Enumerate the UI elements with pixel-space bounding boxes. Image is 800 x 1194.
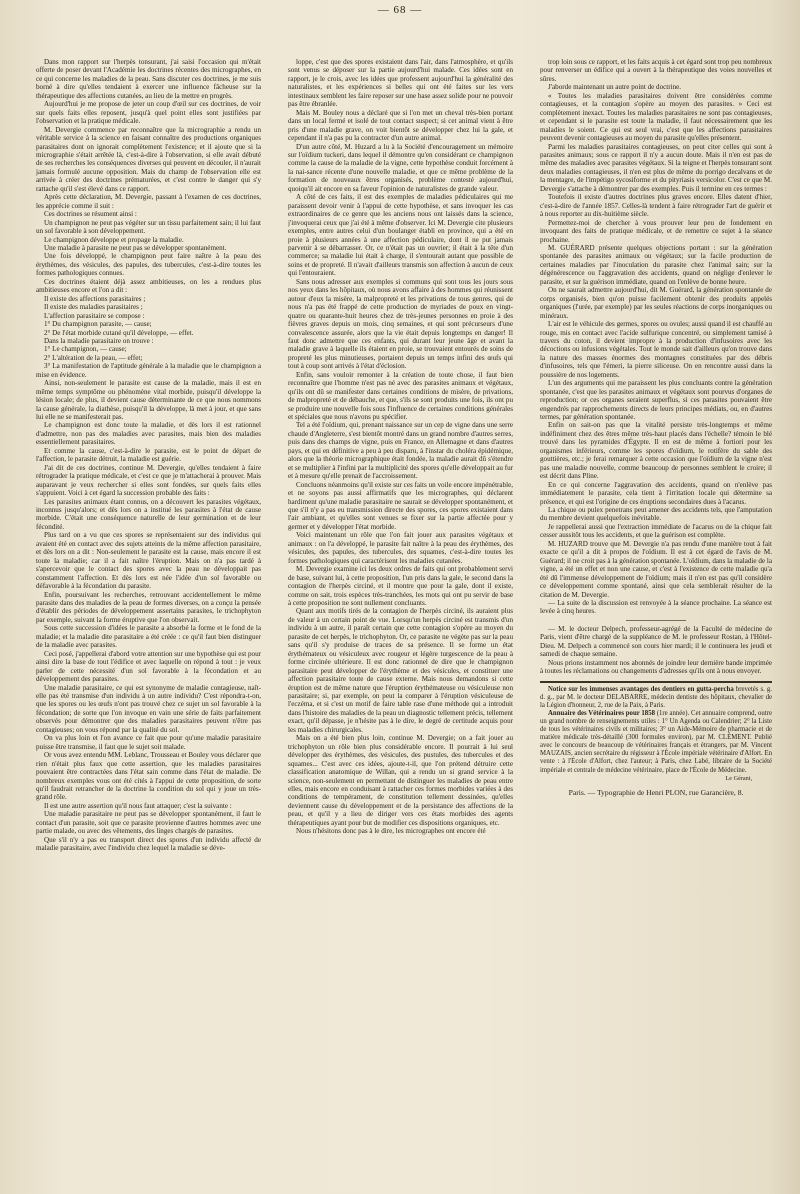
paragraph: Voici maintenant un rôle que l'on fait jouer aux parasites végétaux et animaux : on l'a développé, le parasite fait naître à la peau des érythèmes, des vésicules, des papules, des tubercules, des squames, c'est-à-dire toutes les formes pathologiques qui caractérisent les maladies cutanées. [288,531,513,565]
section-divider [626,620,686,621]
paragraph: Que s'il n'y a pas eu transport direct des spores d'un individu affecté de maladie parasitaire, avec l'individu chez lequel la maladie se déve- [36,835,261,853]
paragraph: M. HUZARD trouve que M. Devergie n'a pas rendu d'une manière tout à fait exacte ce qu'il a dit à propos de l'oïdium. Il est à cet égard de l'avis de M. Guérard; il ne croit pas à la génération spontanée. L'oïdium, dans la maladie de la vigne, a été un effet et non une cause, et c'est à l'existence de cette maladie qu'a été dû l'immense développement de l'oïdium; mais il n'en est pas qu'il considère ce développement comme spontané, ainsi que cela semblerait résulter de la citation de M. Devergie. [540,539,772,599]
paragraph: « Toutes les maladies parasitaires doivent être considérées comme contagieuses, et la contagion s'opère au moyen des parasites. » Ceci est complètement inexact. Toutes les maladies parasitaires ne sont pas contagieuses, et cependant si le parasite est toute la maladie, il faut nécessairement que les maladies le soient. Ce qui est seul vrai, c'est que les affections parasitaires peuvent devenir contagieuses au moyen du parasite qu'elles présentent. [540,91,772,143]
discussion-text [540,58,772,616]
paragraph: Quant aux motifs tirés de la contagion de l'herpès circiné, ils auraient plus de valeur à un certain point de vue. Lorsqu'un herpès circiné est transmis d'un individu à un autre, il paraît certain que cette contagion s'opère au moyen du parasite de cet herpès, le trichophyton. Or, ce parasite ne végète pas sur la peau sans qu'il s'y produise de traces de sa présence. Il se forme un état érythémateux ou vésiculeux avec rougeur et légère turgescence de la peau à forme circinée ultérieure. Il est donc rationnel de dire que le champignon parasitaire peut développer de l'érythème et des vésicules, et constituer une affection parasitaire toute de cause externe. Mais nous demandons si cette éruption est de même nature que l'éruption érythémateuse ou vésiculeuse non parasitaire; si, par exemple, on peut la comparer à l'éruption vésiculeuse de l'eczéma, et si c'est un motif de faire table rase d'une méthode qui a introduit dans l'histoire des maladies de la peau un diagnostic tellement précis, tellement exact, qu'il dépasse, je n'hésite pas à le dire, le degré de certitude acquis pour les maladies chirurgicales. [288,607,513,734]
paragraph: La chique ou pulex penetrans peut amener des accidents tels, que l'amputation du membre devient quelquefois inévitable. [540,506,772,523]
page-number: — 68 — [377,4,423,16]
paragraph: D'un autre côté, M. Huzard a lu à la Société d'encouragement un mémoire sur l'oïdium tuckeri, dans lequel il démontre qu'en considérant ce champignon comme la cause de la maladie de la vigne, cette hypothèse conduit forcément à la nai-sance récente d'une nouvelle maladie, et que ce même problème de la formation de nouveaux êtres organisés, problème contesté aujourd'hui, quoiqu'il ait encore en sa faveur l'opinion de naturalistes de grande valeur. [288,142,513,193]
paragraph: Toutefois il existe d'autres doctrines plus graves encore. Elles datent d'hier, c'est-à-dire de l'année 1857. Celles-là tendent à faire rétrograder l'art de guérir et à nous reporter au dix-huitième siècle. [540,193,772,219]
paragraph: Les parasites animaux étant connus, on a découvert les parasites végétaux, inconnus jusqu'alors; et dès lors on a institué les parasites à l'état de cause morbide. C'était une conséquence naturelle de leur germination et de leur fécondité. [36,497,261,531]
paragraph: 1° Le champignon, — cause; [44,345,127,354]
paragraph: 2° L'altération de la peau, — effet; [44,353,143,362]
column-middle [288,58,513,1184]
paragraph: loppe, c'est que des spores existaient dans l'air, dans l'atmosphère, et qu'ils sont venus se déposer sur la partie aujourd'hui malade. Ces idées sont en rapport, je le crois, avec les idées que professent aujourd'hui la généralité des naturalistes, et les expériences si belles qui ont été faites sur les vers intestinaux semblent les faire reposer sur une base assez solide pour ne pouvoir pas être ébranlée. [288,58,513,109]
paragraph: On ne saurait admettre aujourd'hui, dit M. Guérard, la génération spontanée de corps organisés, bien qu'on puisse facilement obtenir des produits appelés organiques (l'urée, par exemple) par les seules réactions de corps inorganiques ou minéraux. [540,286,772,320]
paragraph: Permettez-moi de chercher à vous prouver leur peu de fondement en invoquant des faits de pratique médicale, et de remettre ce sujet à la séance prochaine. [540,218,772,244]
paragraph: On va plus loin et l'on avance ce fait que pour qu'une maladie parasitaire puisse être transmise, il faut que le sujet soit malade. [36,734,261,751]
paragraph: Une fois développé, le champignon peut faire naître à la peau des érythèmes, des vésicules, des papules, des tubercules, c'est-à-dire toutes les formes pathologiques connues. [36,252,261,278]
paragraph: Nous prions instamment nos abonnés de joindre leur dernière bande imprimée à toutes les réclamations ou changements d'adresses qu'ils ont à nous envoyer. [540,658,772,676]
paragraph: Mais M. Bouley nous a déclaré que si l'on met un cheval très-bien portant dans un local fermé et isolé de tout contact suspect; si cet animal vient à être pris d'une maladie grave, on voit bientôt se développer chez lui la gale, et cependant il n'a pas pu la contracter d'un autre animal. [288,108,513,143]
paragraph: Aujourd'hui je me propose de jeter un coup d'œil sur ces doctrines, de voir sur quels faits elles reposent, jusqu'à quel point elles sont justifiées par l'observation et la pratique médicale. [36,100,261,126]
paragraph: A côté de ces faits, il est des exemples de maladies pédiculaires qui me paraissent devoir venir à l'appui de cette hypothèse, et sans invoquer les cas extraordinaires de ce genre que les anciens nous ont laissés dans la science, j'invoquerai ceux que j'ai été à même d'observer. Ici M. Devergie cite plusieurs exemples, entre autres celui d'un boulanger établi en province, qui a été en proie à plusieurs années à une affection pédiculaire, dont il ne put jamais parvenir à se débarrasser. Or, ce n'était pas un ouvrier; il était à la tête d'un commerce; sa maladie lui était à charge, il s'entourait autant que possible de soins et de propreté. Il n'avait d'ailleurs transmis son affection à aucun de ceux qui l'entouraient. [288,193,513,278]
paragraph: 3° La manifestation de l'aptitude générale à la maladie que le champignon a mise en évidence. [36,362,261,379]
gerant-signature: Le Gérant, [725,774,752,782]
paragraph: Tel a été l'oïdium, qui, prenant naissance sur un cep de vigne dans une serre chaude d'Angleterre, s'est bientôt montré dans un grand nombre d'autres serres, puis dans des champs de vigne, puis en France, en Allemagne et dans d'autres pays, et qui en définitive a peu à peu disparu, à l'instar du choléra épidémique, alors que la théorie micrographique était fondée, la maladie aurait dû s'étendre et se multiplier à l'infini par la multiplicité des spores qu'elle développait au fur et à mesure qu'elle prenait de l'accroissement. [288,421,513,481]
paragraph: Dans mon rapport sur l'herpès tonsurant, j'ai saisi l'occasion qui m'était offerte de poser devant l'Académie les doctrines récentes des micrographes, en ce qui concerne les maladies de la peau. Sans discuter ces doctrines, je me suis borné à dire qu'elles tendaient à exercer une influence fâcheuse sur la thérapeutique des affections cutanées, au lieu de la mettre en progrès. [36,58,261,100]
paragraph: M. Devergie commence par reconnaître que la micrographie a rendu un véritable service à la science en faisant connaître des productions organiques parasitaires dont on ignorait complètement l'existence; et il ajoute que si la micrographie s'était arrêtée là, c'est-à-dire à l'observation, si elle avait débuté de ses recherches les conséquences diverses qui peuvent en découler, il n'aurait jamais formulé aucune opposition. Mais du champ de l'observation elle est arrivée à créer des doctrines prématurées, et c'est contre le danger qui s'y rattache qu'il s'est élevé dans ce rapport. [36,125,261,193]
paragraph: Sous cette succession d'idées le parasite a absorbé la forme et le fond de la maladie; et la maladie dite parasitaire a été créée : ce qu'il faut bien distinguer de la maladie avec parasites. [36,624,261,650]
paragraph: Ces doctrines se résument ainsi : [44,210,137,219]
paragraph: J'ai dit de ces doctrines, continue M. Devergie, qu'elles tendaient à faire rétrograder la pratique médicale, et c'est ce que je m'attacherai à prouver. Mais auparavant je veux rechercher si elles sont fondées, sur quels faits elles s'appuient. Voici à cet égard la succession probable des faits : [36,463,261,498]
paragraph: L'un des arguments qui me paraissent les plus concluants contre la génération spontanée, c'est que les parasites animaux et végétaux sont pourvus d'organes de reproduction; or ces organes seraient superflus, si ces parasites pouvaient être engendrés par rapprochements directs de leurs principes médiats, ou, en d'autres termes, par génération spontanée. [540,379,772,422]
paragraph: Un champignon ne peut pas végéter sur un tissu parfaitement sain; il lui faut un sol favorable à son développement. [36,218,261,236]
notice-title: Annuaire des Vétérinaires pour 1858 [548,709,655,717]
paragraph: trop loin sous ce rapport, et les faits acquis à cet égard sont trop peu nombreux pour renverser un édifice qui a ouvert à la thérapeutique des voies nouvelles et sûres. [540,58,772,83]
paragraph: Enfin, poursuivant les recherches, retrouvant accidentellement le même parasite dans des maladies de la peau de formes diverses, on a conçu la pensée d'établir des périodes de développement assertains parasites, le trichophyton par exemple, suivant la forme éruptive que l'on observait. [36,590,261,624]
paragraph: 1° Du champignon parasite, — cause; [44,320,152,329]
notices-divider [540,681,772,683]
paragraph: — M. le docteur Delpech, professeur-agrégé de la Faculté de médecine de Paris, vient d'être chargé de la suppléance de M. le professeur Rostan, à l'Hôtel-Dieu. M. Delpech a commencé son cours hier mardi; il le continuera les jeudi et samedi de chaque semaine. [540,624,772,659]
column-left [36,58,261,1184]
advertisement-notices [540,686,772,775]
paragraph: Ceci posé, j'appellerai d'abord votre attention sur une hypothèse qui est pour ainsi dire la base de tout l'édifice et avec laquelle on répond à tout : je veux parler de cette nécessité d'un sol favorable à la fécondation et au développement des parasites. [36,649,261,684]
paragraph: Une maladie à parasite ne peut pas se développer spontanément. [44,243,227,252]
paragraph: Il existe des maladies parasitaires ; [44,303,143,312]
paragraph: Plus tard on a vu que ces spores se représentaient sur des individus qui avaient été en contact avec des sujets atteints de la même affection parasitaire, et dès lors on a dit : Non-seulement le parasite est la cause, mais encore il est toute la maladie; car il a fait naître l'éruption. Mais on n'a pas tardé à s'apercevoir que le contact des spores avec la peau ne développait pas constamment l'affection. Et dès lors est née l'idée d'un sol favorable ou défavorable à la fécondation du parasite. [36,531,261,591]
paragraph: M. GUÉRARD présente quelques objections portant : sur la génération spontanée des parasites animaux ou végétaux; sur la facile production de certaines maladies par l'inoculation du parasite chez l'animal sain; sur la dégénérescence ou l'aggravation des accidents, quand on néglige d'enlever le parasite, et sur la guérison immédiate, quand on l'enlève de bonne heure. [540,243,772,286]
paragraph: Sans nous adresser aux exemples si communs qui sont tous les jours sous nos yeux dans les hôpitaux, où nous avons affaire à des hommes qui réunissent autour d'eux la misère, la malpropreté et les privations de tous genres, qui de nous n'a pas été frappé de cette production de myriades de poux en vingt-quatre ou quarante-huit heures chez de très-jeunes personnes en proie à des fièvres graves depuis un mois, cinq semaines, et qui sont précurseurs d'une convalescence assurée, alors que la vie était depuis longtemps en danger! Il faut donc admettre que ces enfants, qui durant leur jeune âge et avant la maladie grave à laquelle ils étaient en proie, se trouvaient entourés de soins de propreté les plus minutieuses, portaient depuis un temps infini des œufs qui tout à coup sont arrivés à l'état d'éclosion. [288,277,513,371]
notice-body: (1re année). Cet annuaire comprend, outre un grand nombre de renseignements utiles : 1° Un Agenda ou Calendrier; 2° la Liste de tous les vétérinaires civils et militaires; 3° un Aide-Mémoire de pharmacie et de matière médicale très-détaillé (300 formules environ), par M. CLÉMENT. Publié avec le concours de beaucoup de vétérinaires français et étrangers, par M. Vincent MAUZAIS, ancien secrétaire du régisseur à l'École impériale vétérinaire d'Alfort. En vente : à l'École d'Alfort, chez l'auteur; à Paris, chez Labé, libraire de la Société impériale et centrale de médecine vétérinaire, place de l'École de Médecine. [540,709,772,774]
paragraph: Une maladie parasitaire, ce qui est synonyme de maladie contagieuse, naît-elle pas été transmise d'un individu à un autre individu? C'est répondra-t-on, que les spores ou les œufs n'ont pas trouvé chez ce sujet un sol favorable à la fécondation; de sorte que l'on invoque en vain une série de faits parfaitement observés pour démontrer que des maladies parasitaires peuvent n'être pas contagieuses; on vous répond par la qualité du sol. [36,683,261,734]
paragraph: Ainsi, non-seulement le parasite est cause de la maladie, mais il est en même temps symptôme ou phénomène vital morbide, puisqu'il développe la lésion locale; de plus, il devient cause déterminante de ce que nous nommons la cause générale, la diathèse, puisqu'il la développe, là met à jour, et que sans lui elle ne se manifesterait pas. [36,379,261,422]
notice-body: brevetés s. g. d. g., par M. le docteur DELABARRE, médecin dentiste des hôpitaux, chevalier de la Légion d'honneur, 2, rue de la Paix, à Paris. [540,685,772,709]
paragraph: Parmi les maladies parasitaires contagieuses, on peut citer celles qui sont à parasites animaux; sous ce rapport il n'y a aucun doute. Mais il n'en est pas de même des maladies avec parasites végétaux. Si la teigne et l'herpès tonsurant sont deux maladies contagieuses, il n'en est plus de même du porrigo decalvans et de la mentagre, de l'impétigo sycosiforme et du pityriasis versicolor. C'est ce que M. Devergie s'attache à démontrer par des exemples. Puis il termine en ces termes : [540,142,772,193]
paragraph: Ces doctrines étaient déjà assez ambitieuses, on les a rendues plus ambitieuses encore et l'on a dit : [36,277,261,295]
paragraph: J'aborde maintenant un autre point de doctrine. [548,83,682,92]
notice-item [540,710,772,775]
paragraph: L'air est le véhicule des germes, spores ou ovules; aussi quand il est chauffé au rouge, mis en contact avec l'acide sulfurique concentré, ou simplement tamisé à travers du coton, il devient impropre à la production d'infusoires avec les décoctions ou infusions végétales. Tout le monde sait d'ailleurs qu'on trouve dans la nature des masses énormes des montagnes constituées par des débris d'infusoires, tels que l'émeri, la pierre siliceuse. On en rencontre aussi dans la poussière de nos logements. [540,320,772,379]
paragraph: Il est une autre assertion qu'il nous faut attaquer; c'est la suivante : [44,801,232,810]
paragraph: Après cette déclaration, M. Devergie, passant à l'examen de ces doctrines, les apprécie comme il suit : [36,193,261,210]
news-items [540,625,772,676]
paragraph: Et comme la cause, c'est-à-dire le parasite, est le point de départ de l'affection, le parasite détruit, la maladie est guérie. [36,446,261,464]
paragraph: Le champignon développe et propage la maladie. [44,235,184,244]
paragraph: Je rappellerai aussi que l'extraction immédiate de l'acarus ou de la chique fait cesser aussitôt tous les accidents, et que la guérison est complète. [540,522,772,540]
paragraph: — La suite de la discussion est renvoyée à la séance prochaine. La séance est levée à cinq heures. [540,599,772,616]
paragraph: Enfin on sait-on pas que la vitalité persiste très-longtemps et même indéfiniment chez des êtres même très-haut placés dans l'échelle? témoin le blé trouvé dans les pyramides d'Égypte. Il en est de même à fortiori pour les organismes inférieurs, comme les spores d'oïdium, le rotifère du sable des gouttières, etc.; je ferai remarquer à cette occasion que l'oïdium de la vigne n'est pas une maladie nouvelle, comme beaucoup de personnes semblent le croire; il est décrit dans Pline. [540,421,772,481]
printer-imprint: Paris. — Typographie de Henri PLON, rue Garancière, 8. [568,788,744,798]
paragraph: Enfin, sans vouloir remonter à la création de toute chose, il faut bien reconnaître que l'homme n'est pas né avec des parasites animaux et végétaux, qu'ils ont dû se manifester dans certaines conditions de misère, de privations, de malpropreté et de débauche, et que, s'ils se sont produits une fois, ils ont pu se produire une nouvelle fois sous l'influence de certaines conditions générales et spéciales que nous n'avons pu spécifier. [288,370,513,422]
notice-title: Notice sur les immenses avantages des dentiers en gutta-percha [548,685,734,693]
paragraph: 2° De l'état morbide cutané qu'il développe, — effet. [44,328,194,337]
paragraph: M. Devergie examine ici les deux ordres de faits qui ont probablement servi de base, suivant lui, à cette proposition, l'un pris dans la gale, le second dans la contagion de l'herpès circiné, et il montre que pour la gale, dont il existe, comme on sait, trois espèces très-tranchées, les mots qui ont pu servir de base à cette proposition ne sont nullement concluants. [288,565,513,607]
paragraph: L'affection parasitaire se compose : [44,311,145,320]
paragraph: Concluons néanmoins qu'il existe sur ces faits un voile encore impénétrable, et ne soyons pas aussi affirmatifs que les micrographes, qui déclarent hardiment qu'une maladie parasitaire ne saurait se développer spontanément, et que s'il n'y a pas eu transmission directe des spores, ces spores existaient dans l'air ambiant, et qu'elles sont venues se fixer sur la partie affectée pour y germer et y développer l'état morbide. [288,480,513,531]
paragraph: En ce qui concerne l'aggravation des accidents, quand on n'enlève pas immédiatement le parasite, cela tient à l'irritation locale qui détermine sa présence, et qui est l'origine de ces éruptions secondaires dues à l'acarus. [540,480,772,506]
paragraph: Une maladie parasitaire ne peut pas se développer spontanément, il faut le contact d'un parasite, soit que ce parasite provienne d'autres hommes avec une partie malade, ou avec des vêtements, des linges chargés de parasites. [36,810,261,836]
paragraph: Il existe des affections parasitaires ; [44,294,146,303]
paragraph: Le champignon est donc toute la maladie, et dès lors il est rationnel d'admettre, non pas des maladies avec parasites, mais bien des maladies essentiellement parasitaires. [36,421,261,447]
notice-item [540,686,772,710]
paragraph: Nous n'hésitons donc pas à le dire, les micrographes ont encore été [296,827,486,836]
paragraph: Mais on a été bien plus loin, continue M. Devergie; on a fait jouer au trichophyton un rôle bien plus considérable encore. Il pourrait à lui seul développer des érythèmes, des vésicules, des pustules, des tubercules et des squames... C'est avec ces idées, ajoute-t-il, que l'on prétend détruire cette classification anatomique de Willan, qui a rendu un si grand service à la science, non-seulement en permettant de distinguer les maladies de peau entre elles, mais encore en conduisant à rattacher ces formes morbides variées à des conditions de tempérament, de constitution tellement dessinées, qu'elles deviennent cause du développement et de la persistance des affections de la peau, et qu'il y a lieu de diriger vers ces états morbides des agents thérapeutiques ayant pour but de modifier ces dispositions organiques, etc. [288,734,513,827]
paragraph: Dans la maladie parasitaire on trouve : [44,336,154,345]
column-right [540,58,772,1184]
paragraph: Or vous avez entendu MM. Leblanc, Trousseau et Bouley vous déclarer que rien n'était plus faux que cette assertion, que les maladies parasitaires pouvaient être contractées dans l'état sain comme dans l'état de maladie. De nombreux exemples vous ont été cités à l'appui de cette proposition, de sorte qu'il faudrait retrancher de la doctrine la condition du sol qui y joue un très-grand rôle. [36,751,261,802]
